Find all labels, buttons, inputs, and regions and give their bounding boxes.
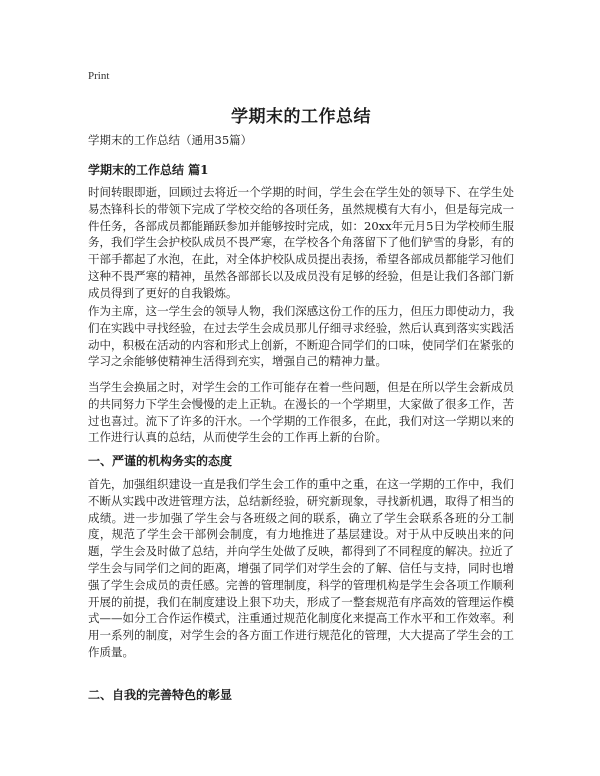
document-subtitle: 学期末的工作总结（通用35篇） xyxy=(88,133,253,147)
paragraph-4: 首先，加强组织建设一直是我们学生会工作的重中之重，在这一学期的工作中，我们不断从实践中改进管理方法，总结新经验，研究新现象，寻找新机遇，取得了相当的成绩。进一步加强了学生会与各班级之间的联系，确立了学生会联系各班的分工制度，规范了学生会干部例会制度，有力地推进了基层建设。对于从中反映出来的问题，学生会及时做了总结，并向学生处做了反映，都得到了不同程度的解决。拉近了学生会与同学们之间的距离，增强了同学们对学生会的了解、信任与支持，同时也增强了学生会成员的责任感。完善的管理制度，科学的管理机构是学生会各项工作顺利开展的前提，我们在制度建设上狠下功夫，形成了一整套规范有序高效的管理运作模式——如分工合作运作模式，注重通过规范化制度化来提高工作水平和工作效率。利用一系列的制度，对学生会的各方面工作进行规范化的管理，大大提高了学生会的工作质量。 xyxy=(88,477,514,659)
page-title: 学期末的工作总结 xyxy=(231,107,371,127)
paragraph-1: 时间转眼即逝，回顾过去将近一个学期的时间，学生会在学生处的领导下、在学生处易杰锋科长的带领下完成了学校交给的各项任务，虽然规模有大有小，但是每完成一件任务，各部成员都能踊跃参加并能够按时完成，如：20xx年元月5日为学校师生服务，我们学生会护校队成员不畏严寒，在学校各个角落留下了他们铲雪的身影，有的干部手都起了水泡，在此，对全体护校队成员提出表扬，希望各部成员都能学习他们这种不畏严寒的精神，虽然各部部长以及成员没有足够的经验，但是让我们各部门新成员得到了更好的自我锻炼。 xyxy=(88,185,514,300)
print-link[interactable]: Print xyxy=(88,70,110,82)
section-heading-1: 一、严谨的机构务实的态度 xyxy=(88,454,233,468)
section-heading-2: 二、自我的完善特色的彰显 xyxy=(88,688,233,702)
paragraph-3: 当学生会换届之时，对学生会的工作可能存在着一些问题，但是在所以学生会新成员的共同努力下学生会慢慢的走上正轨。在漫长的一个学期里，大家做了很多工作，苦过也喜过。流下了许多的汗水。一个学期的工作很多，在此，我们对这一学期以来的工作进行认真的总结，从而使学生会的工作再上新的台阶。 xyxy=(88,380,514,445)
article-heading: 学期末的工作总结 篇1 xyxy=(88,163,209,177)
paragraph-2: 作为主席，这一学生会的领导人物，我们深感这份工作的压力，但压力即使动力，我们在实践中寻找经验，在过去学生会成员那儿仔细寻求经验，然后认真到落实实践活动中，积极在活动的内容和形式上创新，不断迎合同学们的口味，使同学们在紧张的学习之余能够使精神生活得到充实，增强自己的精神力量。 xyxy=(88,304,514,369)
